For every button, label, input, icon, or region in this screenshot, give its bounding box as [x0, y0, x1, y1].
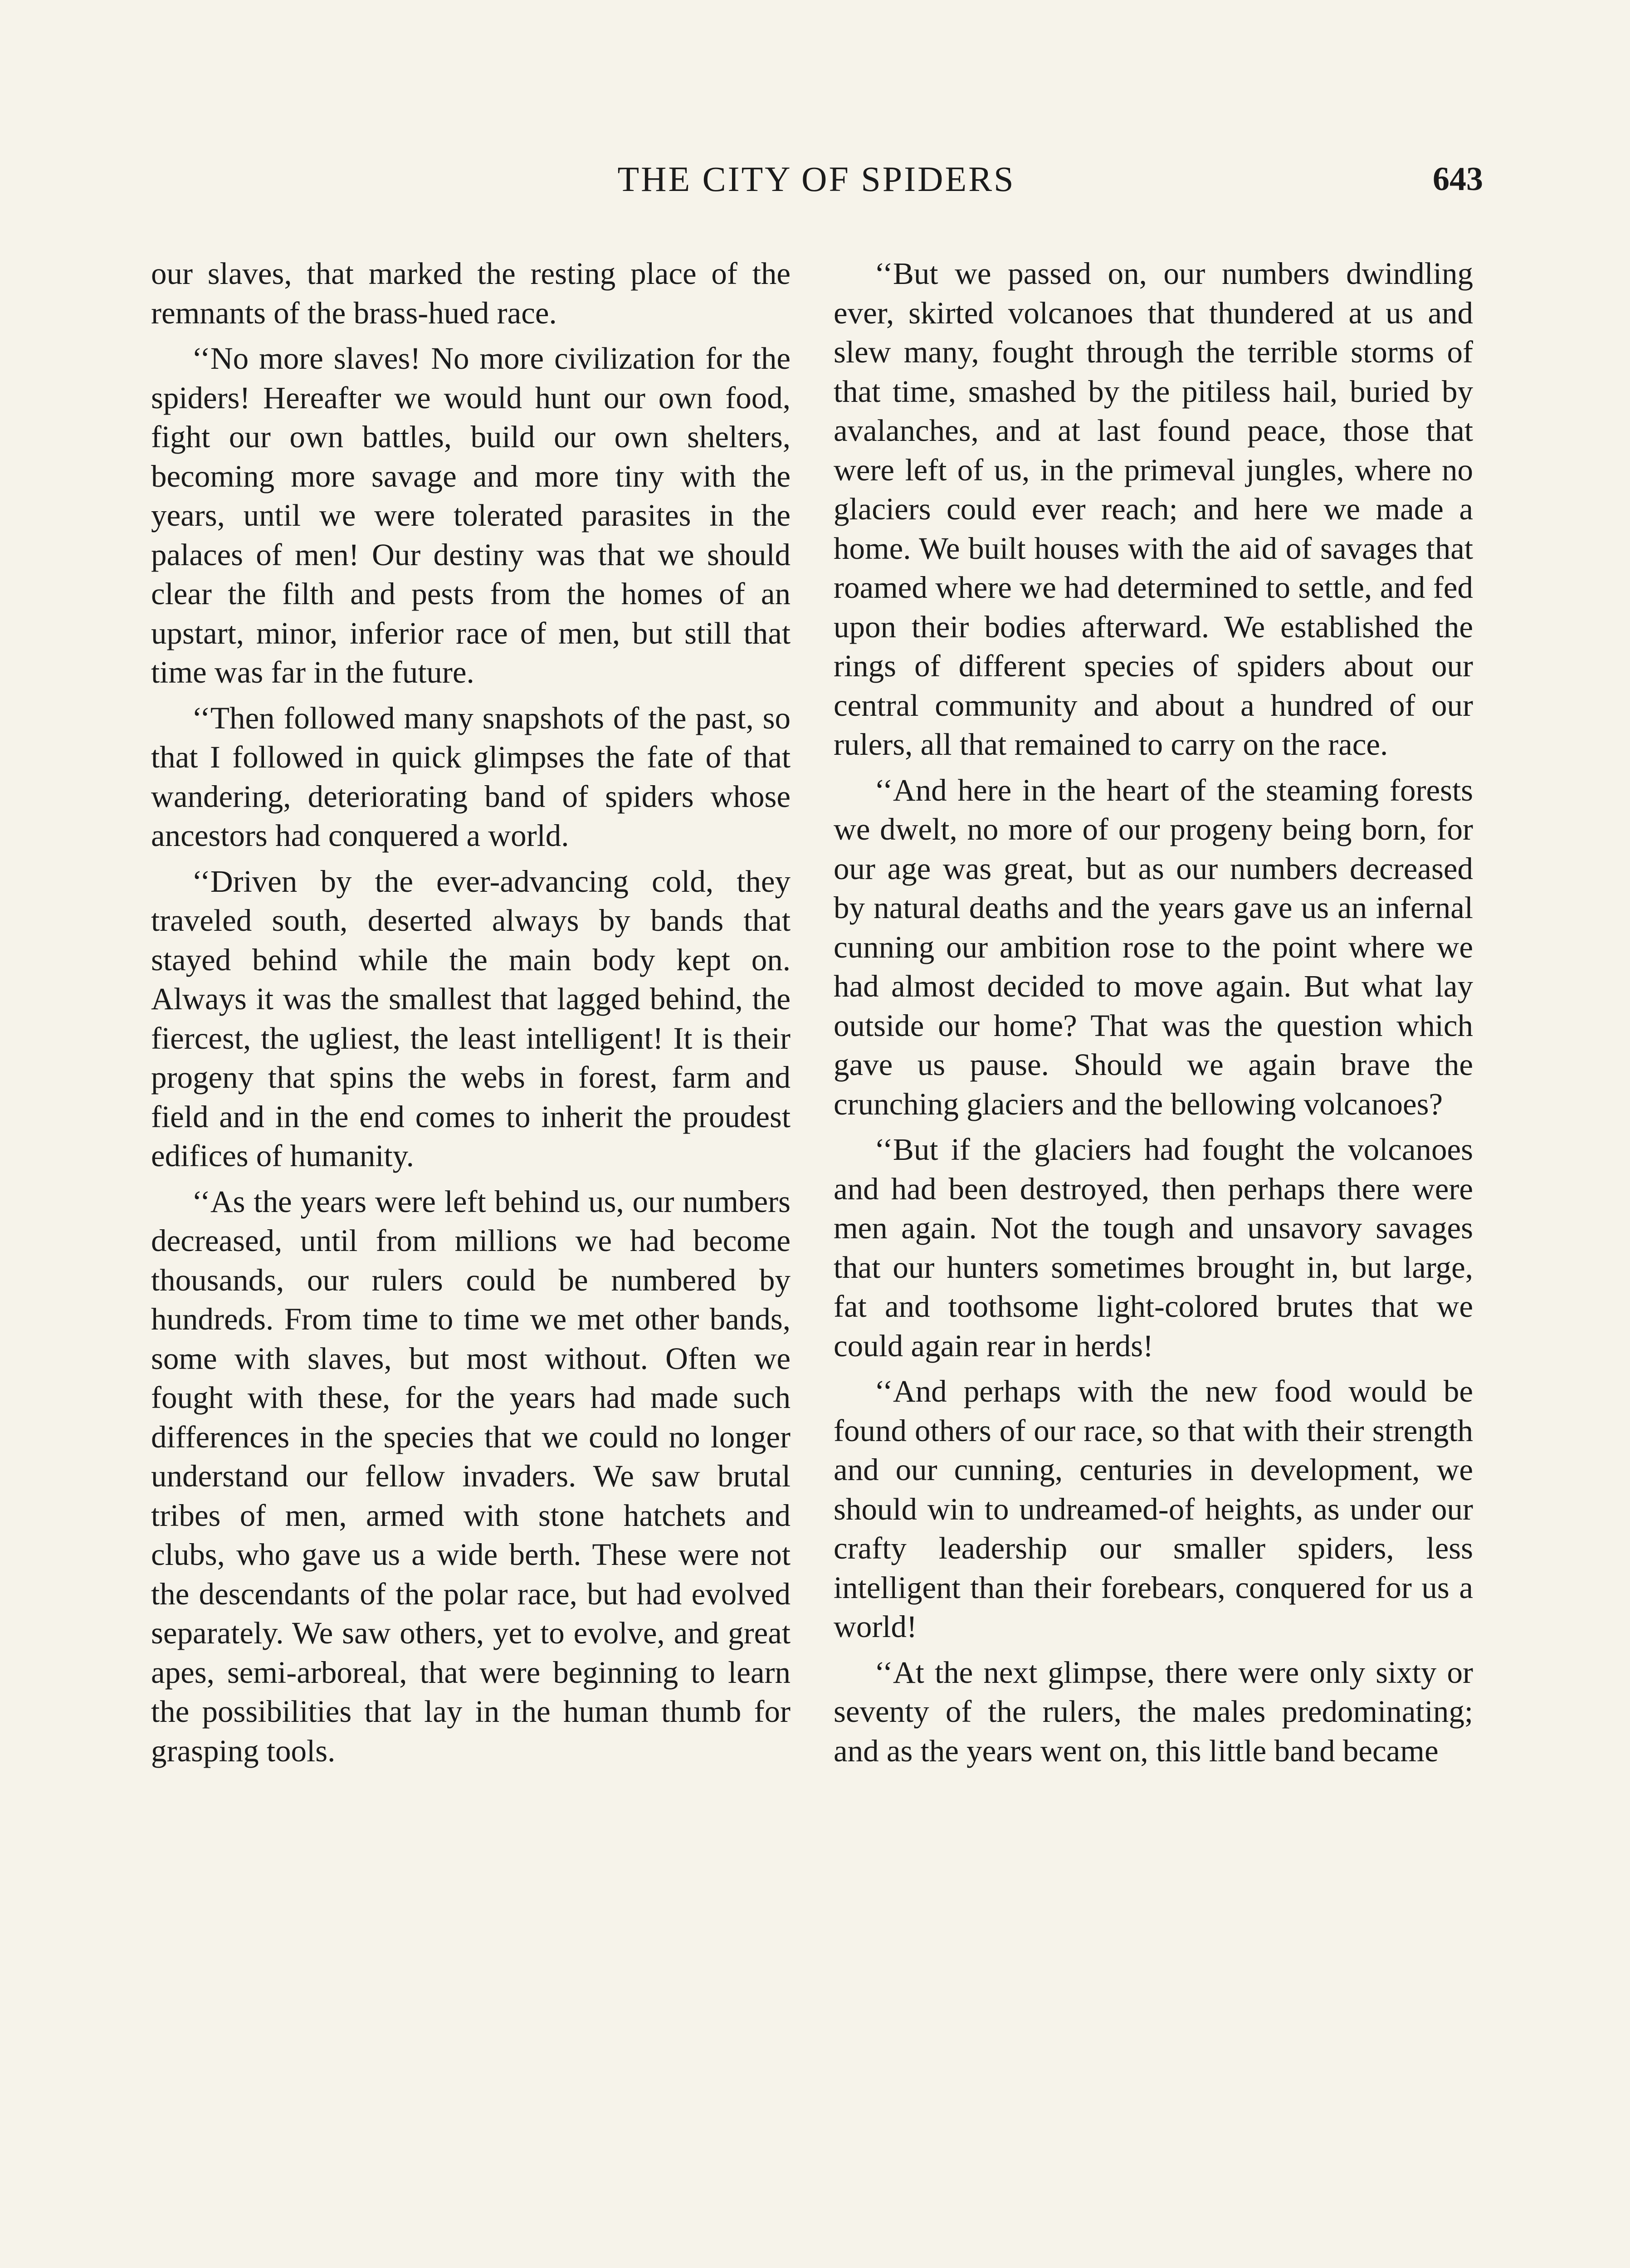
paragraph: ‘‘And here in the heart of the steaming forests we dwelt, no more of our progeny being born, for our age was great, but as our numbers decreased by natural deaths and the years gave us an infernal cunning our ambition rose to the point where we had almost decided to move again. But what lay outside our home? That was the question which gave us pause. Should we again brave the crunching glaciers and the bellowing volcanoes?: [834, 772, 1473, 1121]
paragraph: ‘‘As the years were left behind us, our numbers decreased, until from millions we had become thousands, our rulers could be numbered by hundreds. From time to time we met other bands, some with slaves, but most without. Often we fought with these, for the years had made such differences in the species that we could no longer understand our fellow invaders. We saw brutal tribes of men, armed with stone hatchets and clubs, who gave us a wide berth. These were not the descendants of the polar race, but had evolved separately. We saw others, yet to evolve, and great apes, semi-arboreal, that were beginning to learn the possibilities that lay in the human thumb for grasping tools.: [151, 1184, 791, 1768]
paragraph: ‘‘No more slaves! No more civilization for the spiders! Hereafter we would hunt our own food, fight our own battles, build our own shelters, becoming more savage and more tiny with the years, until we were tolerated parasites in the palaces of men! Our destiny was that we should clear the filth and pests from the homes of an upstart, minor, inferior race of men, but still that time was far in the future.: [151, 341, 791, 689]
paragraph: ‘‘And perhaps with the new food would be found others of our race, so that with their strength and our cunning, centuries in development, we should win to undreamed-of heights, as under our crafty leadership our smaller spiders, less intelligent than their forebears, conquered for us a world!: [834, 1374, 1473, 1644]
paragraph: ‘‘Then followed many snapshots of the past, so that I followed in quick glimpses the fate of that wandering, deteriorating band of spiders whose ancestors had conquered a world.: [151, 700, 791, 853]
page-number: 643: [1433, 161, 1483, 198]
paragraph: our slaves, that marked the resting place of the remnants of the brass-hued race.: [151, 256, 791, 330]
left-column: [151, 254, 791, 1777]
paragraph: ‘‘At the next glimpse, there were only sixty or seventy of the rulers, the males predominating; and as the years went on, this little band became: [834, 1655, 1473, 1768]
running-title: THE CITY OF SPIDERS: [617, 159, 1015, 199]
paragraph: ‘‘But we passed on, our numbers dwindling ever, skirted volcanoes that thundered at us and slew many, fought through the terrible storms of that time, smashed by the pitiless hail, buried by avalanches, and at last found peace, those that were left of us, in the primeval jungles, where no glaciers could ever reach; and here we made a home. We built houses with the aid of savages that roamed where we had determined to settle, and fed upon their bodies afterward. We established the rings of different species of spiders about our central community and about a hundred of our rulers, all that remained to carry on the race.: [834, 256, 1473, 762]
paragraph: ‘‘But if the glaciers had fought the volcanoes and had been destroyed, then perhaps there were men again. Not the tough and unsavory savages that our hunters sometimes brought in, but large, fat and toothsome light-colored brutes that we could again rear in herds!: [834, 1132, 1473, 1363]
running-head: [150, 156, 1483, 202]
right-column: [834, 254, 1473, 1777]
paragraph: ‘‘Driven by the ever-advancing cold, they traveled south, deserted always by bands that stayed behind while the main body kept on. Always it was the smallest that lagged behind, the fiercest, the ugliest, the least intelligent! It is their progeny that spins the webs in forest, farm and field and in the end comes to inherit the proudest edifices of humanity.: [151, 864, 791, 1173]
